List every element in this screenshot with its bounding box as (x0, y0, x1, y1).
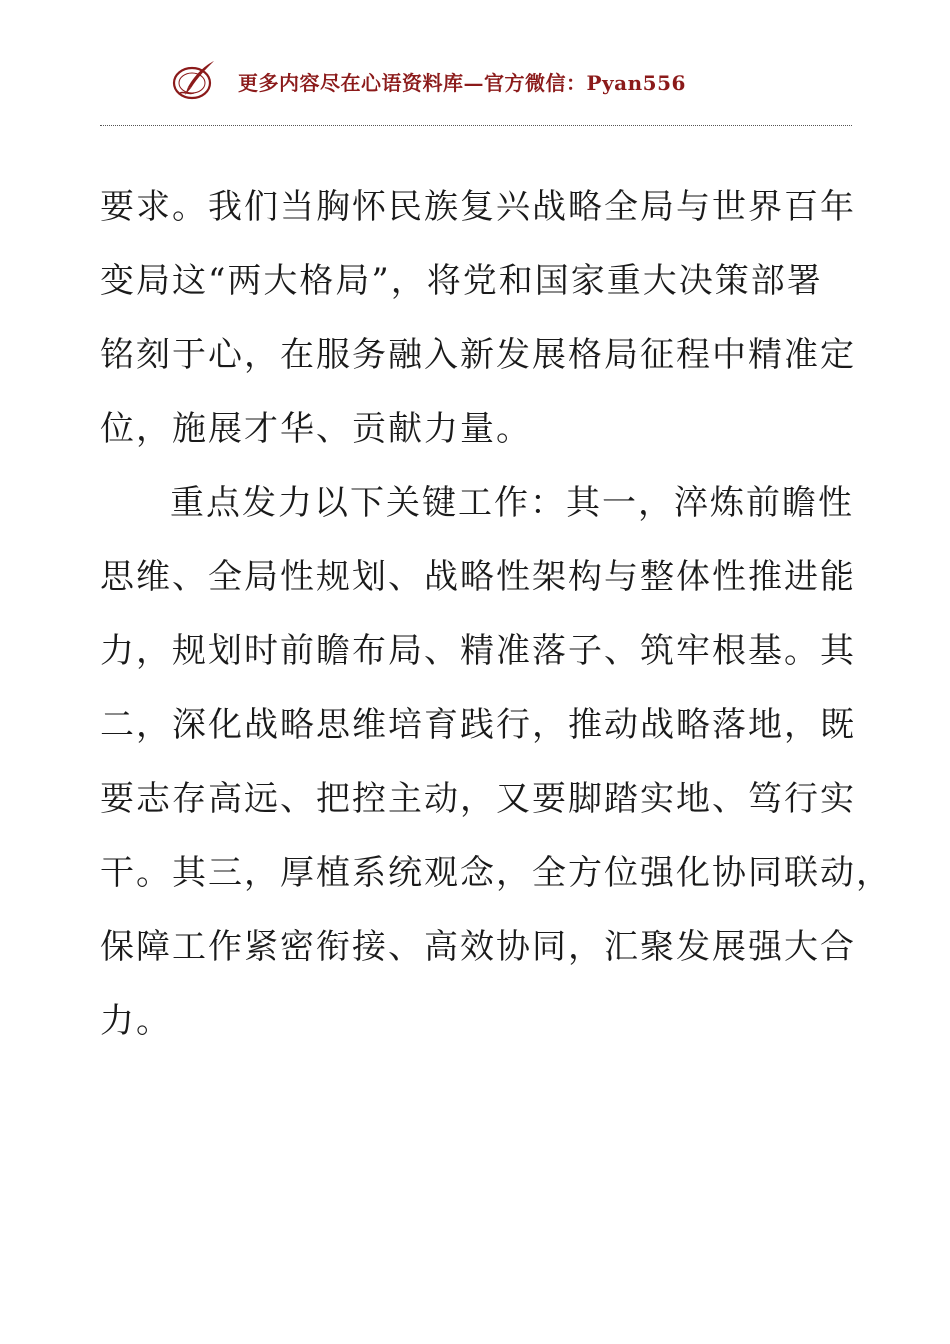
text-line: 保障工作紧密衔接、高效协同，汇聚发展强大合 (100, 927, 856, 967)
header-divider (100, 125, 852, 126)
text-line: 位，施展才华、贡献力量。 (100, 409, 532, 449)
text-line: 力，规划时前瞻布局、精准落子、筑牢根基。其 (100, 631, 856, 671)
text-line: 二，深化战略思维培育践行，推动战略落地，既 (100, 705, 856, 745)
text-line: 思维、全局性规划、战略性架构与整体性推进能 (100, 557, 856, 597)
text-line: 重点发力以下关键工作：其一，淬炼前瞻性 (170, 483, 854, 523)
header-text: 更多内容尽在心语资料库—官方微信：Pyan556 (238, 70, 686, 95)
paragraph-2 (100, 466, 892, 1058)
document-body (100, 170, 892, 1058)
quill-pen-circle-icon (168, 57, 220, 105)
text-line: 变局这“两大格局”，将党和国家重大决策部署 (100, 261, 823, 301)
page-header (168, 56, 686, 106)
text-line: 力。 (100, 1001, 172, 1041)
text-line: 要求。我们当胸怀民族复兴战略全局与世界百年 (100, 187, 856, 227)
text-line: 干。其三，厚植系统观念，全方位强化协同联动， (100, 853, 892, 893)
text-line: 铭刻于心，在服务融入新发展格局征程中精准定 (100, 335, 856, 375)
text-line: 要志存高远、把控主动，又要脚踏实地、笃行实 (100, 779, 856, 819)
paragraph-1 (100, 170, 856, 466)
